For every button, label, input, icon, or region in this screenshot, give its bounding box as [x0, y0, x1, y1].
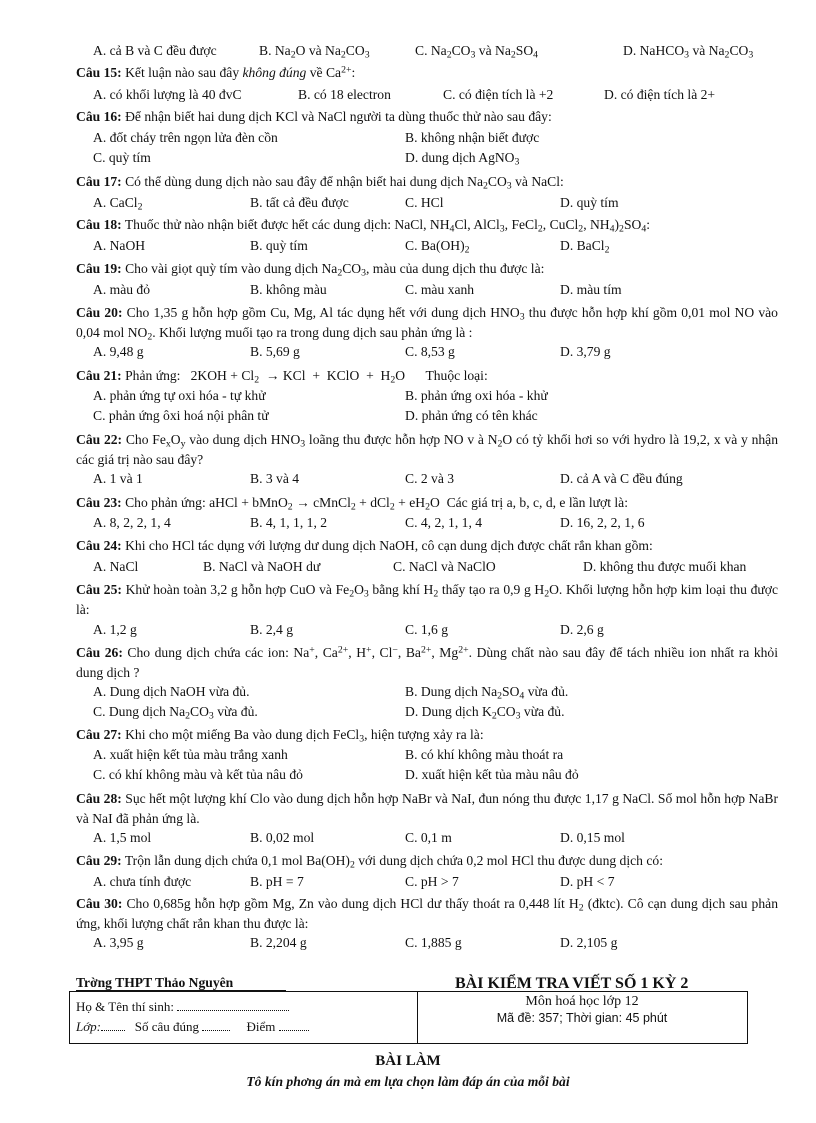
answer-instruction: Tô kín phơng án mà em lựa chọn làm đáp án của mỗi bài [246, 1074, 570, 1089]
q22-option-c: C. 2 và 3 [405, 471, 455, 486]
q26-option-d: D. Dung dịch $K_2CO_3$ vừa đủ. [405, 704, 565, 722]
q25-option-c: C. 1,6 g [405, 622, 449, 637]
q19-stem: Câu 19: Cho vài giọt quỳ tím vào dung dịch $Na_2CO_3$, màu của dung dịch thu được là: [76, 261, 545, 279]
q24-option-d: D. không thu được muối khan [583, 559, 747, 574]
answer-section-title: BÀI LÀM [375, 1053, 441, 1069]
q16-option-b: B. không nhận biết được [405, 130, 540, 145]
q25-option-a: A. 1,2 g [93, 622, 137, 637]
q28-option-d: D. 0,15 mol [560, 830, 625, 845]
q17-stem: Câu 17: Có thể dùng dung dịch nào sau đây để nhận biết hai dung dịch $Na_2CO_3$ và NaCl: [76, 174, 564, 192]
q20-option-c: C. 8,53 g [405, 344, 455, 359]
q20-option-b: B. 5,69 g [250, 344, 300, 359]
q18-option-d: D. BaCl$_2$ [560, 238, 610, 256]
q26-option-b: B. Dung dịch $Na_2SO_4$ vừa đủ. [405, 684, 569, 702]
q25-stem: Câu 25: Khử hoàn toàn 3,2 g hỗn hợp CuO và $Fe_2O_3$ bằng khí $H_2$ thấy tạo ra 0,9 g $H_2O$. Khối lượng hỗn hợp kim loại thu được là: [76, 582, 778, 617]
q23-option-d: D. 16, 2, 2, 1, 6 [560, 515, 645, 530]
q28-option-a: A. 1,5 mol [93, 830, 152, 845]
q26-option-a: A. Dung dịch NaOH vừa đủ. [93, 684, 250, 699]
q29-stem: Câu 29: Trộn lẫn dung dịch chứa 0,1 mol $Ba(OH)_2$ với dung dịch chứa 0,2 mol HCl thu được dung dịch có: [76, 853, 663, 871]
q24-stem: Câu 24: Khi cho HCl tác dụng với lượng dư dung dịch NaOH, cô cạn dung dịch được chất rắn khan gồm: [76, 538, 653, 553]
student-info [76, 997, 309, 1037]
q24-option-a: A. NaCl [93, 559, 139, 574]
q25-option-b: B. 2,4 g [250, 622, 294, 637]
q29-option-b: B. pH = 7 [250, 874, 304, 889]
q22-option-d: D. cả A và C đều đúng [560, 471, 683, 486]
q17-option-a: A. CaCl$_2$ [93, 195, 143, 213]
q19-option-d: D. màu tím [560, 282, 622, 297]
exam-title: BÀI KIỂM TRA VIẾT SỐ 1 KỲ 2 [455, 975, 689, 992]
correct-label: Số câu đúng [134, 1019, 200, 1034]
q23-option-a: A. 8, 2, 2, 1, 4 [93, 515, 171, 530]
subject-line: Môn hoá học lớp 12 [525, 994, 639, 1009]
q14-option-b: B. $Na_2O$ và $Na_2CO_3$ [259, 43, 370, 61]
name-label: Họ & Tên thí sinh: [76, 999, 174, 1014]
q23-option-b: B. 4, 1, 1, 1, 2 [250, 515, 328, 530]
code-time-line: Mã đề: 357; Thời gian: 45 phút [496, 1011, 668, 1025]
q23-stem: Câu 23: Cho phản ứng: aHCl + bMnO$_2$ → cMnCl$_2$ + $dCl_2 + eH_2O$ Các giá trị a, b, c, d, e lần lượt là: [76, 495, 628, 513]
q28-option-b: B. 0,02 mol [250, 830, 315, 845]
q26-stem: Câu 26: Cho dung dịch chứa các ion: Na+, $Ca^{2+}$, H+, Cl−, $Ba^{2+}$, $Mg^{2+}$. Dùng chất nào sau đây để tách nhiều ion nhất ra khỏi dung dịch ? [76, 644, 778, 680]
q21-stem: Câu 21: Phản ứng: $2KOH + Cl_2$ → KCl + KClO + $H_2O$ Thuộc loại: [76, 368, 488, 386]
q27-stem: Câu 27: Khi cho một miếng Ba vào dung dịch FeCl$_3$, hiện tượng xảy ra là: [76, 727, 484, 745]
q18-option-c: C. $Ba(OH)_2$ [405, 238, 470, 256]
q20-option-a: A. 9,48 g [93, 344, 144, 359]
q24-option-c: C. NaCl và NaClO [393, 559, 496, 574]
q18-option-b: B. quỳ tím [250, 238, 308, 253]
q27-option-a: A. xuất hiện kết tủa màu trắng xanh [93, 747, 288, 762]
q25-option-d: D. 2,6 g [560, 622, 604, 637]
score-field[interactable] [279, 1018, 309, 1031]
q17-option-b: B. tất cả đều được [250, 195, 349, 210]
q30-option-a: A. 3,95 g [93, 935, 144, 950]
q20-stem: Câu 20: Cho 1,35 g hỗn hợp gồm Cu, Mg, Al tác dụng hết với dung dịch $HNO_3$ thu được hỗn hợp khí gồm 0,01 mol NO vào 0,04 mol $NO_2$. Khối lượng muối tạo ra trong dung dịch sau phản ứng là : [76, 305, 778, 343]
q21-option-c: C. phản ứng ôxi hoá nội phân tử [93, 408, 269, 423]
q28-stem: Câu 28: Sục hết một lượng khí Clo vào dung dịch hỗn hợp NaBr và NaI, đun nóng thu được 1,17 g NaCl. Số mol hỗn hợp NaBr và NaI đã phản ứng là. [76, 791, 778, 826]
q20-option-d: D. 3,79 g [560, 344, 611, 359]
q16-option-d: D. dung dịch AgNO$_3$ [405, 150, 520, 168]
q22-stem: Câu 22: Cho $Fe_xO_y$ vào dung dịch $HNO_3$ loãng thu được hỗn hợp NO v à $N_2O$ có tỷ khối hơi so với hydro là 19,2, x và y nhận các giá trị nào sau đây? [76, 432, 779, 467]
q22-option-b: B. 3 và 4 [250, 471, 300, 486]
class-row [76, 1017, 309, 1037]
student-info-box [69, 991, 748, 1044]
class-field[interactable] [101, 1018, 125, 1031]
q30-option-b: B. 2,204 g [250, 935, 307, 950]
q15-option-c: C. có điện tích là +2 [443, 87, 554, 102]
school-name: Trờng THPT Thảo Nguyên [76, 975, 234, 990]
q22-option-a: A. 1 và 1 [93, 471, 143, 486]
q24-option-b: B. NaCl và NaOH dư [203, 559, 321, 574]
q27-option-c: C. có khí không màu và kết tủa nâu đỏ [93, 767, 303, 782]
q29-option-d: D. pH < 7 [560, 874, 615, 889]
q17-option-d: D. quỳ tím [560, 195, 619, 210]
q28-option-c: C. 0,1 m [405, 830, 452, 845]
q21-option-d: D. phản ứng có tên khác [405, 408, 538, 423]
q27-option-b: B. có khí không màu thoát ra [405, 747, 564, 762]
q27-option-d: D. xuất hiện kết tủa màu nâu đỏ [405, 767, 579, 782]
q15-option-a: A. có khối lượng là 40 đvC [93, 87, 242, 102]
q14-option-d: D. NaHCO$_3$ và $Na_2CO_3$ [623, 43, 754, 61]
q15-option-d: D. có điện tích là 2+ [604, 87, 716, 102]
exam-info [418, 992, 746, 1026]
q30-option-d: D. 2,105 g [560, 935, 618, 950]
q15-stem: Câu 15: Kết luận nào sau đây không đúng về $Ca^{2+}$: [76, 64, 356, 80]
q30-option-c: C. 1,885 g [405, 935, 462, 950]
q23-option-c: C. 4, 2, 1, 1, 4 [405, 515, 483, 530]
q19-option-c: C. màu xanh [405, 282, 475, 297]
q29-option-a: A. chưa tính được [93, 874, 192, 889]
correct-field[interactable] [202, 1018, 230, 1031]
class-label: Lớp: [76, 1019, 101, 1034]
q16-stem: Câu 16: Để nhận biết hai dung dịch KCl và NaCl người ta dùng thuốc thử nào sau đây: [76, 109, 552, 124]
q16-option-c: C. quỳ tím [93, 150, 151, 165]
q30-stem: Câu 30: Cho 0,685g hỗn hợp gồm Mg, Zn vào dung dịch HCl dư thấy thoát ra 0,448 lít $H_2$ (đktc). Cô cạn dung dịch sau phản ứng, khối lượng chất rắn khan thu được là: [76, 896, 778, 931]
q26-option-c: C. Dung dịch $Na_2CO_3$ vừa đủ. [93, 704, 258, 722]
q17-option-c: C. HCl [405, 195, 444, 210]
q18-option-a: A. NaOH [93, 238, 146, 253]
q29-option-c: C. pH > 7 [405, 874, 459, 889]
q15-option-b: B. có 18 electron [298, 87, 391, 102]
q14-option-c: C. $Na_2CO_3$ và $Na_2SO_4$ [415, 43, 539, 61]
q21-option-b: B. phản ứng oxi hóa - khử [405, 388, 548, 403]
q16-option-a: A. đốt cháy trên ngọn lửa đèn cồn [93, 130, 278, 145]
q19-option-b: B. không màu [250, 282, 327, 297]
name-row [76, 997, 309, 1017]
q21-option-a: A. phản ứng tự oxi hóa - tự khử [93, 388, 266, 403]
q18-stem: Câu 18: Thuốc thử nào nhận biết được hết các dung dịch: NaCl, $NH_4Cl$, AlCl$_3$, FeCl$_2$, CuCl$_2$, $NH_4)_2SO_4$: [76, 217, 650, 235]
score-label: Điểm [246, 1019, 276, 1034]
name-field[interactable] [177, 998, 289, 1011]
q14-option-a: A. cả B và C đều được [93, 43, 217, 58]
q19-option-a: A. màu đỏ [93, 282, 151, 297]
